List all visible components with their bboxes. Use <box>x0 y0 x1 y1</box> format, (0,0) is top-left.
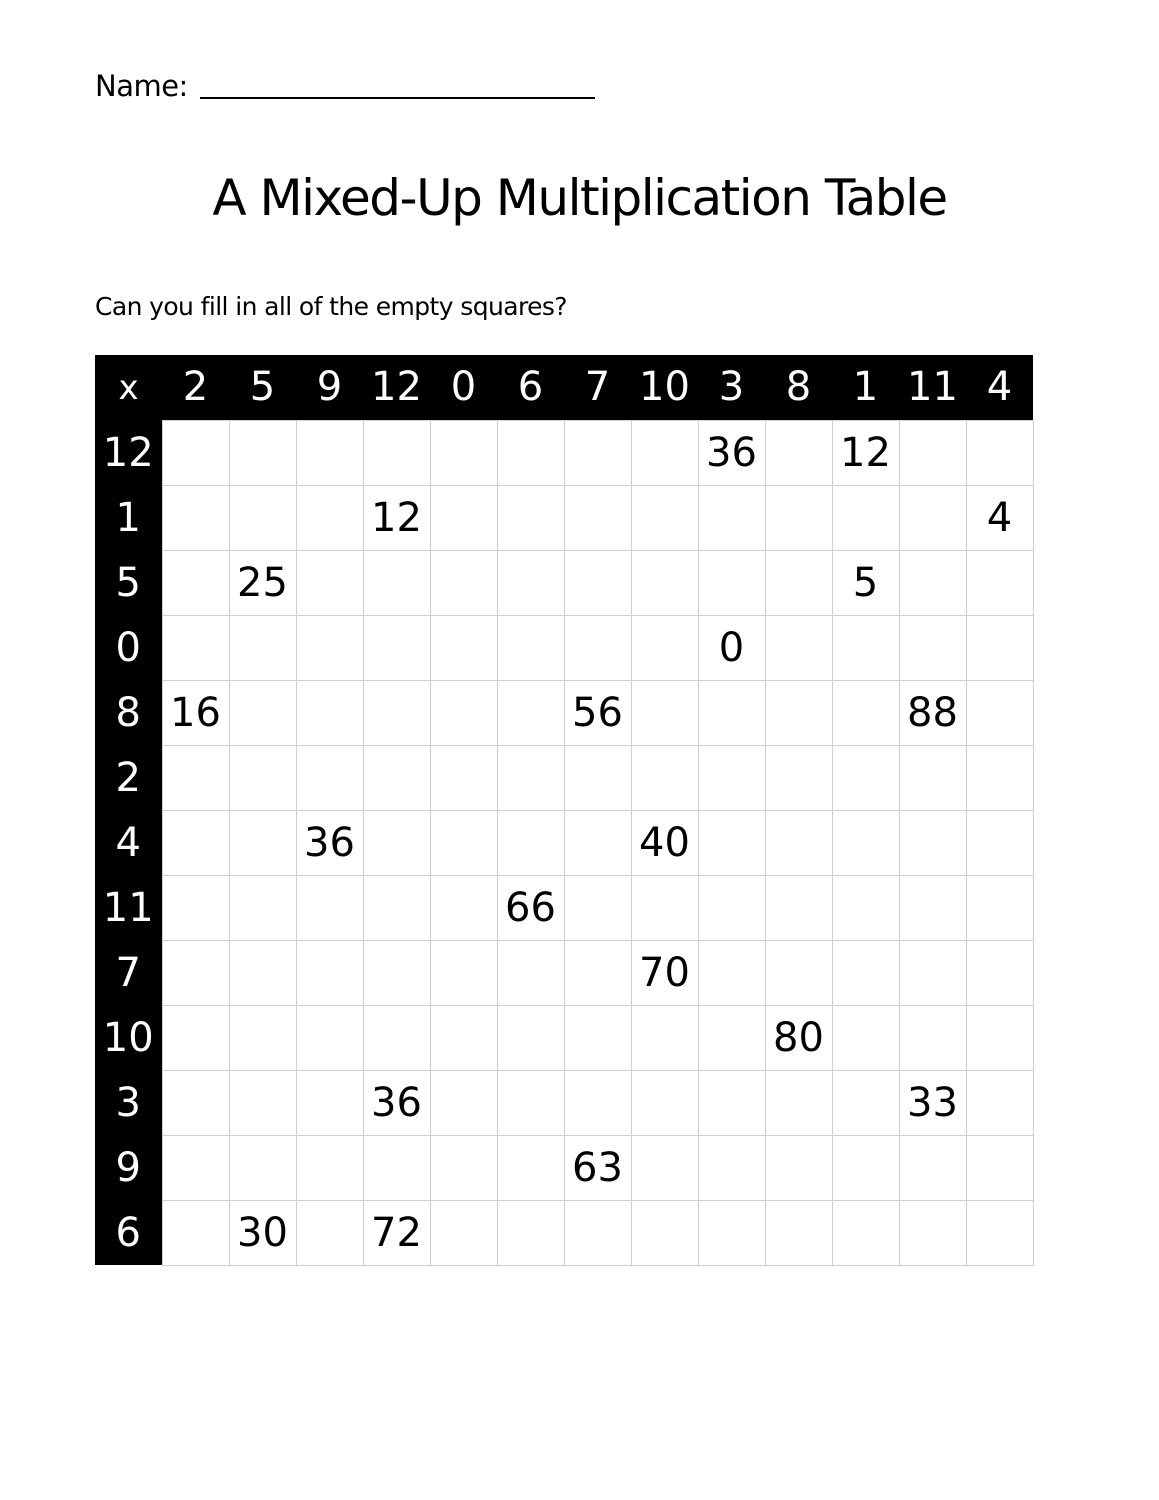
empty-answer-cell[interactable] <box>430 550 497 615</box>
row-header: 11 <box>95 875 162 940</box>
empty-answer-cell[interactable] <box>564 485 631 550</box>
empty-answer-cell[interactable] <box>296 485 363 550</box>
empty-answer-cell[interactable] <box>363 1005 430 1070</box>
empty-answer-cell[interactable] <box>363 420 430 485</box>
empty-answer-cell[interactable] <box>497 1135 564 1200</box>
name-field <box>95 66 595 106</box>
empty-answer-cell[interactable] <box>698 940 765 1005</box>
empty-answer-cell[interactable] <box>765 615 832 680</box>
empty-answer-cell[interactable] <box>430 745 497 810</box>
column-header: 12 <box>363 355 430 420</box>
empty-answer-cell[interactable] <box>832 1005 899 1070</box>
column-header: 8 <box>765 355 832 420</box>
given-product-cell: 56 <box>564 680 631 745</box>
column-header: 7 <box>564 355 631 420</box>
empty-answer-cell[interactable] <box>430 615 497 680</box>
empty-answer-cell[interactable] <box>497 810 564 875</box>
empty-answer-cell[interactable] <box>363 550 430 615</box>
empty-answer-cell[interactable] <box>564 1005 631 1070</box>
empty-answer-cell[interactable] <box>564 875 631 940</box>
empty-answer-cell[interactable] <box>162 810 229 875</box>
empty-answer-cell[interactable] <box>363 875 430 940</box>
empty-answer-cell[interactable] <box>765 810 832 875</box>
empty-answer-cell[interactable] <box>229 485 296 550</box>
empty-answer-cell[interactable] <box>430 680 497 745</box>
empty-answer-cell[interactable] <box>899 485 966 550</box>
column-header: 6 <box>497 355 564 420</box>
empty-answer-cell[interactable] <box>966 680 1033 745</box>
given-product-cell: 88 <box>899 680 966 745</box>
empty-answer-cell[interactable] <box>497 1200 564 1265</box>
empty-answer-cell[interactable] <box>162 1070 229 1135</box>
empty-answer-cell[interactable] <box>564 940 631 1005</box>
column-header: 9 <box>296 355 363 420</box>
empty-answer-cell[interactable] <box>899 615 966 680</box>
given-product-cell: 33 <box>899 1070 966 1135</box>
empty-answer-cell[interactable] <box>497 1005 564 1070</box>
given-product-cell: 36 <box>698 420 765 485</box>
empty-answer-cell[interactable] <box>229 940 296 1005</box>
given-product-cell: 5 <box>832 550 899 615</box>
table-row <box>95 420 1033 485</box>
empty-answer-cell[interactable] <box>698 875 765 940</box>
empty-answer-cell[interactable] <box>765 1135 832 1200</box>
empty-answer-cell[interactable] <box>698 680 765 745</box>
empty-answer-cell[interactable] <box>698 1005 765 1070</box>
table-row <box>95 1200 1033 1265</box>
empty-answer-cell[interactable] <box>296 680 363 745</box>
empty-answer-cell[interactable] <box>430 1135 497 1200</box>
empty-answer-cell[interactable] <box>765 1070 832 1135</box>
empty-answer-cell[interactable] <box>899 875 966 940</box>
empty-answer-cell[interactable] <box>497 485 564 550</box>
empty-answer-cell[interactable] <box>363 1135 430 1200</box>
empty-answer-cell[interactable] <box>966 615 1033 680</box>
row-header: 4 <box>95 810 162 875</box>
given-product-cell: 80 <box>765 1005 832 1070</box>
empty-answer-cell[interactable] <box>363 940 430 1005</box>
empty-answer-cell[interactable] <box>363 810 430 875</box>
empty-answer-cell[interactable] <box>296 1135 363 1200</box>
empty-answer-cell[interactable] <box>430 1005 497 1070</box>
empty-answer-cell[interactable] <box>966 420 1033 485</box>
table-header-row <box>95 355 1033 420</box>
empty-answer-cell[interactable] <box>229 420 296 485</box>
table-row <box>95 550 1033 615</box>
empty-answer-cell[interactable] <box>162 745 229 810</box>
row-header: 9 <box>95 1135 162 1200</box>
empty-answer-cell[interactable] <box>564 1070 631 1135</box>
empty-answer-cell[interactable] <box>430 940 497 1005</box>
empty-answer-cell[interactable] <box>497 615 564 680</box>
empty-answer-cell[interactable] <box>631 1070 698 1135</box>
empty-answer-cell[interactable] <box>765 745 832 810</box>
column-header: 5 <box>229 355 296 420</box>
empty-answer-cell[interactable] <box>229 1070 296 1135</box>
empty-answer-cell[interactable] <box>832 615 899 680</box>
empty-answer-cell[interactable] <box>162 875 229 940</box>
empty-answer-cell[interactable] <box>430 1200 497 1265</box>
empty-answer-cell[interactable] <box>430 875 497 940</box>
empty-answer-cell[interactable] <box>430 485 497 550</box>
empty-answer-cell[interactable] <box>229 1005 296 1070</box>
empty-answer-cell[interactable] <box>162 550 229 615</box>
empty-answer-cell[interactable] <box>497 680 564 745</box>
empty-answer-cell[interactable] <box>832 745 899 810</box>
row-header: 8 <box>95 680 162 745</box>
empty-answer-cell[interactable] <box>832 485 899 550</box>
empty-answer-cell[interactable] <box>229 875 296 940</box>
empty-answer-cell[interactable] <box>832 680 899 745</box>
column-header: 11 <box>899 355 966 420</box>
corner-cell: x <box>95 355 162 420</box>
empty-answer-cell[interactable] <box>899 810 966 875</box>
empty-answer-cell[interactable] <box>765 420 832 485</box>
empty-answer-cell[interactable] <box>497 745 564 810</box>
given-product-cell: 40 <box>631 810 698 875</box>
empty-answer-cell[interactable] <box>296 420 363 485</box>
empty-answer-cell[interactable] <box>966 1135 1033 1200</box>
empty-answer-cell[interactable] <box>296 615 363 680</box>
row-header: 10 <box>95 1005 162 1070</box>
empty-answer-cell[interactable] <box>497 940 564 1005</box>
empty-answer-cell[interactable] <box>363 680 430 745</box>
empty-answer-cell[interactable] <box>631 550 698 615</box>
empty-answer-cell[interactable] <box>765 940 832 1005</box>
empty-answer-cell[interactable] <box>162 1200 229 1265</box>
empty-answer-cell[interactable] <box>564 1200 631 1265</box>
table-row <box>95 810 1033 875</box>
empty-answer-cell[interactable] <box>698 485 765 550</box>
empty-answer-cell[interactable] <box>296 1005 363 1070</box>
empty-answer-cell[interactable] <box>497 550 564 615</box>
empty-answer-cell[interactable] <box>229 680 296 745</box>
empty-answer-cell[interactable] <box>631 875 698 940</box>
empty-answer-cell[interactable] <box>966 1070 1033 1135</box>
given-product-cell: 63 <box>564 1135 631 1200</box>
empty-answer-cell[interactable] <box>765 875 832 940</box>
empty-answer-cell[interactable] <box>296 550 363 615</box>
empty-answer-cell[interactable] <box>363 615 430 680</box>
empty-answer-cell[interactable] <box>229 1135 296 1200</box>
table-row <box>95 940 1033 1005</box>
empty-answer-cell[interactable] <box>296 745 363 810</box>
row-header: 12 <box>95 420 162 485</box>
row-header: 3 <box>95 1070 162 1135</box>
empty-answer-cell[interactable] <box>363 745 430 810</box>
empty-answer-cell[interactable] <box>698 1200 765 1265</box>
empty-answer-cell[interactable] <box>899 550 966 615</box>
empty-answer-cell[interactable] <box>966 940 1033 1005</box>
given-product-cell: 36 <box>296 810 363 875</box>
row-header: 2 <box>95 745 162 810</box>
empty-answer-cell[interactable] <box>229 810 296 875</box>
empty-answer-cell[interactable] <box>832 940 899 1005</box>
empty-answer-cell[interactable] <box>966 745 1033 810</box>
empty-answer-cell[interactable] <box>162 615 229 680</box>
given-product-cell: 16 <box>162 680 229 745</box>
empty-answer-cell[interactable] <box>765 680 832 745</box>
table-row <box>95 745 1033 810</box>
empty-answer-cell[interactable] <box>162 1005 229 1070</box>
empty-answer-cell[interactable] <box>832 810 899 875</box>
empty-answer-cell[interactable] <box>966 810 1033 875</box>
table-row <box>95 680 1033 745</box>
empty-answer-cell[interactable] <box>899 745 966 810</box>
empty-answer-cell[interactable] <box>832 1135 899 1200</box>
column-header: 3 <box>698 355 765 420</box>
table-row <box>95 485 1033 550</box>
empty-answer-cell[interactable] <box>966 550 1033 615</box>
empty-answer-cell[interactable] <box>564 420 631 485</box>
empty-answer-cell[interactable] <box>631 420 698 485</box>
table-row <box>95 1005 1033 1070</box>
empty-answer-cell[interactable] <box>698 745 765 810</box>
empty-answer-cell[interactable] <box>899 1005 966 1070</box>
empty-answer-cell[interactable] <box>698 810 765 875</box>
given-product-cell: 70 <box>631 940 698 1005</box>
row-header: 5 <box>95 550 162 615</box>
empty-answer-cell[interactable] <box>564 745 631 810</box>
empty-answer-cell[interactable] <box>296 1070 363 1135</box>
empty-answer-cell[interactable] <box>899 940 966 1005</box>
empty-answer-cell[interactable] <box>497 1070 564 1135</box>
row-header: 0 <box>95 615 162 680</box>
table-row <box>95 1135 1033 1200</box>
given-product-cell: 4 <box>966 485 1033 550</box>
given-product-cell: 12 <box>832 420 899 485</box>
empty-answer-cell[interactable] <box>430 1070 497 1135</box>
empty-answer-cell[interactable] <box>765 485 832 550</box>
empty-answer-cell[interactable] <box>162 1135 229 1200</box>
empty-answer-cell[interactable] <box>631 1200 698 1265</box>
empty-answer-cell[interactable] <box>966 1005 1033 1070</box>
empty-answer-cell[interactable] <box>564 615 631 680</box>
empty-answer-cell[interactable] <box>229 745 296 810</box>
given-product-cell: 12 <box>363 485 430 550</box>
empty-answer-cell[interactable] <box>631 1135 698 1200</box>
empty-answer-cell[interactable] <box>497 420 564 485</box>
empty-answer-cell[interactable] <box>631 680 698 745</box>
empty-answer-cell[interactable] <box>296 875 363 940</box>
empty-answer-cell[interactable] <box>564 810 631 875</box>
name-label: Name: <box>95 69 188 103</box>
row-header: 1 <box>95 485 162 550</box>
empty-answer-cell[interactable] <box>296 1200 363 1265</box>
row-header: 6 <box>95 1200 162 1265</box>
empty-answer-cell[interactable] <box>966 875 1033 940</box>
row-header: 7 <box>95 940 162 1005</box>
empty-answer-cell[interactable] <box>832 1070 899 1135</box>
column-header: 2 <box>162 355 229 420</box>
empty-answer-cell[interactable] <box>765 550 832 615</box>
empty-answer-cell[interactable] <box>698 1135 765 1200</box>
empty-answer-cell[interactable] <box>229 615 296 680</box>
table-row <box>95 875 1033 940</box>
empty-answer-cell[interactable] <box>832 1200 899 1265</box>
empty-answer-cell[interactable] <box>162 940 229 1005</box>
empty-answer-cell[interactable] <box>966 1200 1033 1265</box>
column-header: 0 <box>430 355 497 420</box>
empty-answer-cell[interactable] <box>832 875 899 940</box>
empty-answer-cell[interactable] <box>631 485 698 550</box>
given-product-cell: 30 <box>229 1200 296 1265</box>
empty-answer-cell[interactable] <box>698 550 765 615</box>
table-row <box>95 615 1033 680</box>
given-product-cell: 0 <box>698 615 765 680</box>
multiplication-table <box>95 355 1034 1266</box>
empty-answer-cell[interactable] <box>765 1200 832 1265</box>
given-product-cell: 25 <box>229 550 296 615</box>
empty-answer-cell[interactable] <box>296 940 363 1005</box>
empty-answer-cell[interactable] <box>698 1070 765 1135</box>
given-product-cell: 66 <box>497 875 564 940</box>
column-header: 10 <box>631 355 698 420</box>
empty-answer-cell[interactable] <box>430 810 497 875</box>
empty-answer-cell[interactable] <box>631 1005 698 1070</box>
empty-answer-cell[interactable] <box>564 550 631 615</box>
empty-answer-cell[interactable] <box>162 485 229 550</box>
empty-answer-cell[interactable] <box>631 745 698 810</box>
empty-answer-cell[interactable] <box>899 1135 966 1200</box>
given-product-cell: 36 <box>363 1070 430 1135</box>
table-row <box>95 1070 1033 1135</box>
empty-answer-cell[interactable] <box>162 420 229 485</box>
name-blank-line[interactable] <box>200 97 595 99</box>
empty-answer-cell[interactable] <box>631 615 698 680</box>
empty-answer-cell[interactable] <box>899 420 966 485</box>
page-title: A Mixed-Up Multiplication Table <box>212 169 947 227</box>
instructions-text: Can you fill in all of the empty squares? <box>95 292 567 321</box>
column-header: 1 <box>832 355 899 420</box>
given-product-cell: 72 <box>363 1200 430 1265</box>
column-header: 4 <box>966 355 1033 420</box>
empty-answer-cell[interactable] <box>899 1200 966 1265</box>
empty-answer-cell[interactable] <box>430 420 497 485</box>
